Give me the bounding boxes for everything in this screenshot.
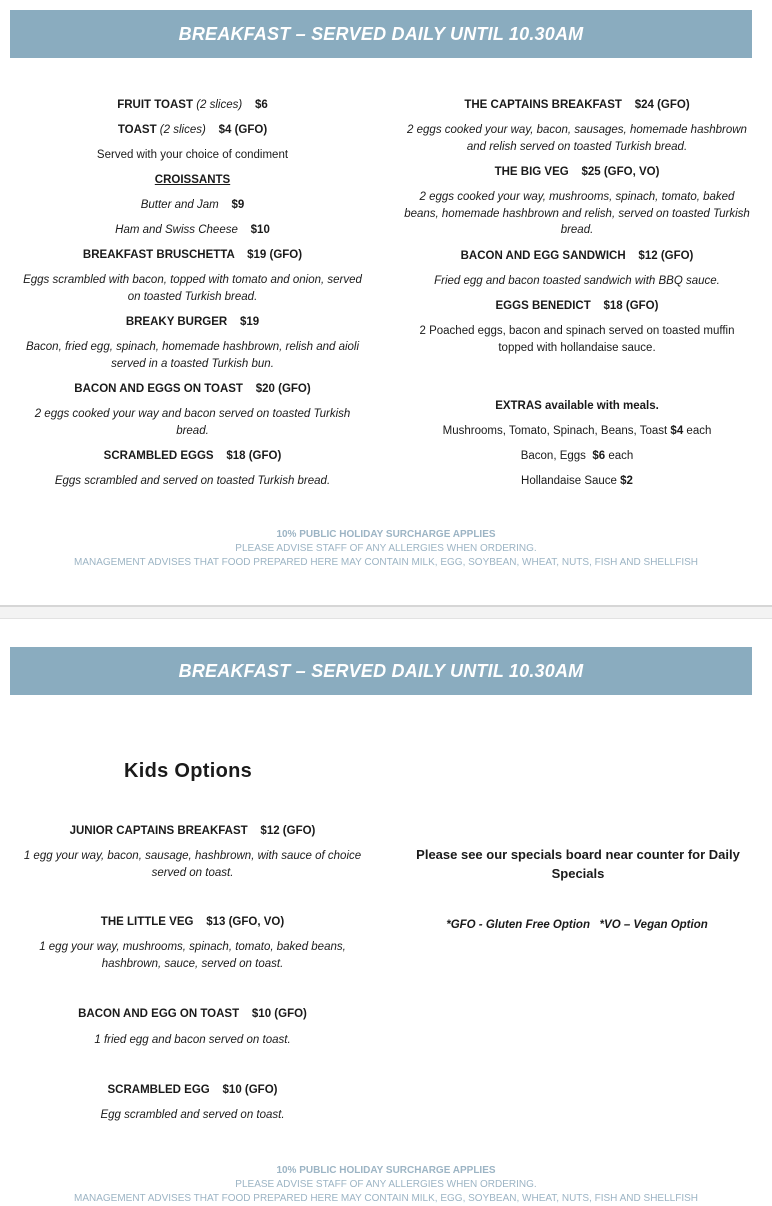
little-veg-desc: 1 egg your way, mushrooms, spinach, tomato, baked beans, hashbrown, sauce, served on toast.: [39, 941, 346, 970]
benedict-title: EGGS BENEDICT $18 (GFO): [495, 300, 659, 312]
bacon-eggs-desc: 2 eggs cooked your way and bacon served on toasted Turkish bread.: [34, 408, 351, 437]
item-price: $10: [250, 224, 270, 236]
specials-notice: Please see our specials board near counter for Daily Specials: [416, 847, 740, 881]
bruschetta-title: BREAKFAST BRUSCHETTA $19 (GFO): [82, 249, 303, 261]
footer-management: MANAGEMENT ADVISES THAT FOOD PREPARED HERE MAY CONTAIN MILK, EGG, SOYBEAN, WHEAT, NUTS, FISH AND SHELLFISH: [73, 557, 698, 568]
bacon-eggs-title: BACON AND EGGS ON TOAST $20 (GFO): [74, 383, 311, 395]
extras-text: Bacon, Eggs: [520, 450, 586, 462]
kids-options-title: Kids Options: [124, 760, 253, 782]
item-price: $6: [255, 99, 268, 111]
extras-suffix: each: [686, 425, 712, 437]
extras-price: $2: [620, 475, 633, 487]
extras-title: EXTRAS available with meals.: [495, 400, 659, 412]
item-price: $4 (GFO): [218, 124, 268, 136]
bacon-egg-toast-title: BACON AND EGG ON TOAST $10 (GFO): [78, 1008, 307, 1020]
bruschetta-desc: Eggs scrambled with bacon, topped with tomato and onion, served on toasted Turkish bread.: [23, 274, 362, 303]
big-veg-title: THE BIG VEG $25 (GFO, VO): [494, 166, 660, 178]
footer-allergies: PLEASE ADVISE STAFF OF ANY ALLERGIES WHEN ORDERING.: [235, 543, 537, 554]
extras-line: [402, 473, 752, 498]
item-price: $9: [231, 199, 245, 211]
spacer: [402, 365, 752, 398]
footer-management: MANAGEMENT ADVISES THAT FOOD PREPARED HERE MAY CONTAIN MILK, EGG, SOYBEAN, WHEAT, NUTS, FISH AND SHELLFISH: [73, 1193, 698, 1204]
benedict-desc: 2 Poached eggs, bacon and spinach served on toasted muffin topped with hollandaise sauce.: [419, 325, 735, 354]
left-column: [20, 97, 365, 493]
breaky-burger-title: BREAKY BURGER $19: [125, 316, 260, 328]
big-veg-desc: 2 eggs cooked your way, mushrooms, spinach, tomato, baked beans, homemade hashbrown and relish, served on toasted Turkish bread.: [404, 191, 750, 236]
kids-column: [20, 823, 365, 1127]
extras-price: $6: [592, 450, 606, 462]
little-veg-title: THE LITTLE VEG $13 (GFO, VO): [100, 916, 285, 928]
breaky-burger-desc: Bacon, fried egg, spinach, homemade hashbrown, relish and aioli served in a toasted Turkish bun.: [25, 341, 360, 370]
sandwich-title: BACON AND EGG SANDWICH $12 (GFO): [460, 250, 694, 262]
menu-page-2: [0, 619, 772, 1204]
scrambled-eggs-desc: Eggs scrambled and served on toasted Turkish bread.: [54, 475, 331, 487]
extras-line: [402, 423, 752, 448]
item-desc: Butter and Jam: [140, 199, 219, 211]
extras-line: [402, 448, 752, 473]
scrambled-egg-title: SCRAMBLED EGG $10 (GFO): [107, 1084, 278, 1096]
footer-surcharge: 10% PUBLIC HOLIDAY SURCHARGE APPLIES: [276, 529, 496, 540]
right-column: [402, 97, 752, 498]
toast-item: [20, 122, 365, 147]
croissant-item: [20, 222, 365, 247]
junior-captains-desc: 1 egg your way, bacon, sausage, hashbrown, with sauce of choice served on toast.: [23, 850, 362, 879]
footer-notice: [0, 528, 772, 570]
captains-desc: 2 eggs cooked your way, bacon, sausages, homemade hashbrown and relish served on toasted Turkish bread.: [407, 124, 747, 153]
banner-title: BREAKFAST – SERVED DAILY UNTIL 10.30AM: [10, 10, 752, 58]
item-desc: Ham and Swiss Cheese: [115, 224, 238, 236]
item-note: (2 slices): [196, 99, 243, 111]
captains-title: THE CAPTAINS BREAKFAST $24 (GFO): [464, 99, 690, 111]
toast-description: Served with your choice of condiment: [96, 149, 289, 161]
extras-text: Hollandaise Sauce: [521, 475, 617, 487]
item-name: FRUIT TOAST: [117, 99, 193, 111]
banner-title: BREAKFAST – SERVED DAILY UNTIL 10.30AM: [10, 647, 752, 695]
page-divider: [0, 605, 772, 619]
extras-text: Mushrooms, Tomato, Spinach, Beans, Toast: [442, 425, 668, 437]
fruit-toast-item: [20, 97, 365, 122]
scrambled-eggs-title: SCRAMBLED EGGS $18 (GFO): [103, 450, 282, 462]
dietary-legend: *GFO - Gluten Free Option *VO – Vegan Option: [446, 919, 708, 931]
scrambled-egg-desc: Egg scrambled and served on toast.: [100, 1109, 285, 1121]
extras-price: $4: [670, 425, 684, 437]
sandwich-desc: Fried egg and bacon toasted sandwich with BBQ sauce.: [434, 275, 720, 287]
footer-allergies: PLEASE ADVISE STAFF OF ANY ALLERGIES WHEN ORDERING.: [235, 1179, 537, 1190]
extras-suffix: each: [608, 450, 634, 462]
item-note: (2 slices): [159, 124, 206, 136]
junior-captains-title: JUNIOR CAPTAINS BREAKFAST $12 (GFO): [69, 825, 316, 837]
bacon-egg-toast-desc: 1 fried egg and bacon served on toast.: [94, 1034, 291, 1046]
item-name: TOAST: [117, 124, 157, 136]
croissants-heading: CROISSANTS: [154, 174, 231, 186]
footer-surcharge: 10% PUBLIC HOLIDAY SURCHARGE APPLIES: [276, 1165, 496, 1176]
croissant-item: [20, 197, 365, 222]
